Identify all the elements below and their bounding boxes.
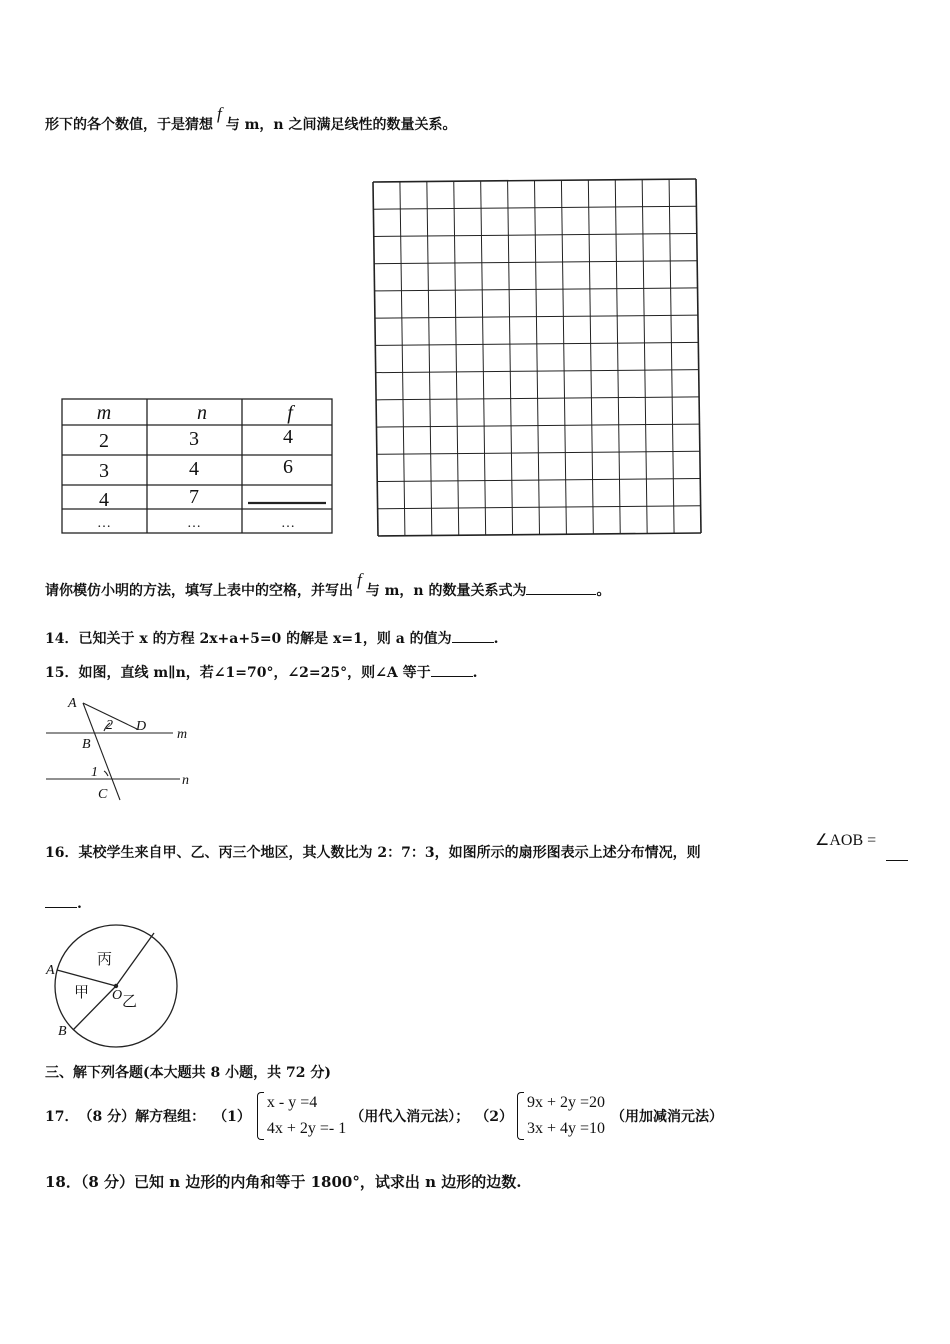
table-cell: … — [97, 516, 111, 531]
table-header-m: m — [96, 402, 112, 424]
grid-col-line — [400, 182, 405, 536]
f-symbol: f — [357, 570, 362, 589]
label-c: C — [98, 787, 108, 802]
answer-blank[interactable] — [886, 846, 908, 861]
label-b: B — [58, 1024, 67, 1039]
grid-col-line — [615, 180, 620, 534]
label-2: 2 — [106, 718, 113, 733]
intro-text-b: 与 m，n 之间满足线性的数量关系。 — [225, 117, 457, 133]
grid-col-line — [642, 180, 647, 534]
table-cell: 6 — [283, 456, 293, 478]
table-cell: 4 — [189, 458, 199, 480]
question-number: 16． — [45, 845, 79, 861]
question-text: 已知 n 边形的内角和等于 1800°，试求出 n 边形的边数. — [134, 1173, 522, 1191]
question-number: 14． — [45, 631, 79, 647]
question-number: 18． — [45, 1173, 81, 1191]
part-1-label: （1） — [213, 1109, 251, 1125]
table-cell: 4 — [99, 489, 109, 511]
prompt-text-end: 。 — [596, 583, 611, 599]
equation-system-2 — [517, 1090, 605, 1142]
part-1-method: （用代入消元法）； — [350, 1109, 470, 1125]
f-symbol: f — [217, 104, 222, 123]
answer-blank[interactable] — [45, 893, 77, 908]
grid-col-line — [373, 182, 378, 536]
question-text: 如图，直线 m∥n，若∠1=70°，∠2=25°，则∠A 等于 — [78, 665, 431, 681]
region-jia: 甲 — [74, 985, 90, 1001]
label-b: B — [82, 737, 91, 752]
question-text: 解方程组： — [135, 1109, 206, 1125]
label-o: O — [112, 988, 123, 1003]
table-cell: 3 — [189, 428, 199, 450]
question-15 — [45, 662, 477, 683]
table-header-n: n — [197, 402, 207, 424]
question-17 — [45, 1088, 723, 1144]
question-points: （8 分） — [80, 1173, 135, 1191]
region-bing: 丙 — [97, 952, 113, 968]
grid-col-line — [427, 182, 432, 536]
label-1: 1 — [91, 765, 98, 780]
question-16 — [45, 843, 701, 863]
grid-col-line — [588, 180, 593, 534]
prompt-text-a: 请你模仿小明的方法，填写上表中的空格，并写出 — [45, 583, 353, 599]
region-yi: 乙 — [122, 994, 138, 1010]
data-table — [62, 395, 337, 535]
intro-line — [45, 104, 457, 135]
answer-blank[interactable] — [431, 662, 473, 677]
equation: x - y =4 — [266, 1094, 318, 1111]
grid-col-line — [481, 181, 486, 535]
brace — [257, 1092, 264, 1140]
grid-col-line — [454, 181, 459, 535]
question-18 — [45, 1172, 521, 1192]
answer-blank[interactable] — [526, 580, 596, 595]
part-2-method: （用加减消元法） — [611, 1109, 724, 1125]
grid-col-line — [669, 179, 674, 533]
grid-paper — [370, 178, 705, 543]
equation: 9x + 2y =20 — [526, 1094, 606, 1111]
table-header-f: f — [287, 402, 293, 424]
intro-text-a: 形下的各个数值，于是猜想 — [45, 117, 213, 133]
question-number: 15． — [45, 665, 79, 681]
prompt-line — [45, 570, 611, 601]
question-16-continued — [45, 893, 82, 914]
label-a: A — [68, 696, 77, 711]
question-number: 17． — [45, 1109, 79, 1125]
question-points: （8 分） — [78, 1109, 136, 1125]
question-14 — [45, 628, 499, 649]
brace — [517, 1092, 524, 1140]
equation: 4x + 2y =- 1 — [266, 1120, 347, 1137]
grid-col-line — [696, 179, 701, 533]
table-cell: … — [281, 516, 295, 531]
question-end: . — [77, 896, 82, 912]
prompt-text-b: 与 m，n 的数量关系式为 — [365, 583, 527, 599]
table-cell: … — [187, 516, 201, 531]
label-m: m — [177, 727, 188, 742]
grid-col-line — [561, 180, 566, 534]
equation: 3x + 4y =10 — [526, 1120, 606, 1137]
angle-aob-expression: ∠AOB = — [815, 832, 877, 849]
grid-col-line — [535, 181, 540, 535]
answer-blank[interactable] — [452, 628, 494, 643]
table-cell: 3 — [99, 460, 109, 482]
label-a: A — [46, 963, 55, 978]
table-cell: 2 — [99, 430, 109, 452]
section-3-heading: 三、解下列各题(本大题共 8 小题，共 72 分) — [45, 1065, 331, 1081]
question-end: . — [493, 631, 499, 647]
grid-col-line — [508, 181, 513, 535]
figure-16-pie-chart — [40, 918, 210, 1043]
question-text: 某校学生来自甲、乙、丙三个地区，其人数比为 2：7：3，如图所示的扇形图表示上述分布情况，则 — [78, 845, 701, 861]
part-2-label: （2） — [475, 1109, 513, 1125]
question-text: 已知关于 x 的方程 2x+a+5=0 的解是 x=1，则 a 的值为 — [78, 631, 452, 647]
equation-system-1 — [257, 1090, 346, 1142]
table-cell: 7 — [189, 486, 199, 508]
label-n: n — [182, 773, 189, 788]
label-d: D — [136, 719, 147, 734]
table-cell: 4 — [283, 426, 293, 448]
question-end: . — [472, 665, 478, 681]
figure-15-parallel-lines — [40, 692, 200, 807]
